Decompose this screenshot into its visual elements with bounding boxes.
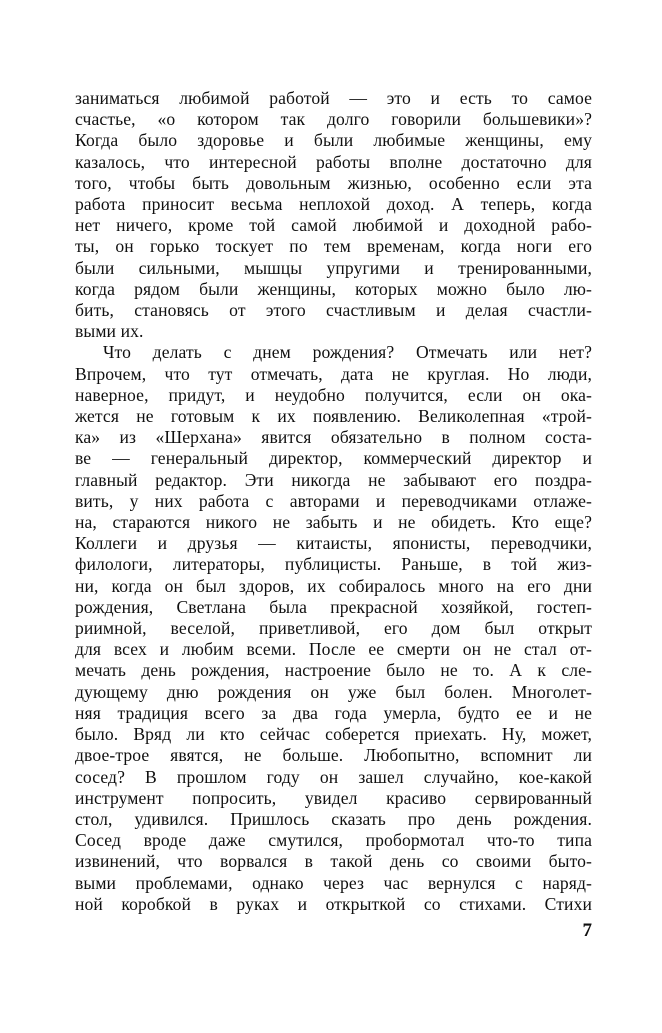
text-line: Сосед вроде даже смутился, пробормотал что-то типа xyxy=(75,830,592,851)
text-line: няя традиция всего за два года умерла, будто ее и не xyxy=(75,702,592,723)
text-block xyxy=(75,88,592,915)
text-line: главный редактор. Эти никогда не забывают его поздра- xyxy=(75,469,592,490)
text-line: на, стараются никого не забыть и не обидеть. Кто еще? xyxy=(75,512,592,533)
text-line: мечать день рождения, настроение было не то. А к сле- xyxy=(75,660,592,681)
text-line: наверное, придут, и неудобно получится, если он ока- xyxy=(75,384,592,405)
text-line: для всех и любим всеми. После ее смерти он не стал от- xyxy=(75,639,592,660)
text-line: риимной, веселой, приветливой, его дом был открыт xyxy=(75,618,592,639)
text-line: сосед? В прошлом году он зашел случайно, кое-какой xyxy=(75,766,592,787)
text-line: ни, когда он был здоров, их собиралось много на его дни xyxy=(75,575,592,596)
text-line: Впрочем, что тут отмечать, дата не круглая. Но люди, xyxy=(75,363,592,384)
text-line: казалось, что интересной работы вполне достаточно для xyxy=(75,151,592,172)
text-line: ка» из «Шерхана» явится обязательно в полном соста- xyxy=(75,427,592,448)
text-line: Что делать с днем рождения? Отмечать или нет? xyxy=(103,342,592,363)
text-line: ной коробкой в руках и открыткой со стихами. Стихи xyxy=(75,893,592,914)
text-line: ве — генеральный директор, коммерческий директор и xyxy=(75,448,592,469)
text-line: бить, становясь от этого счастливым и делая счастли- xyxy=(75,300,592,321)
text-line: вить, у них работа с авторами и переводчиками отлаже- xyxy=(75,490,592,511)
page-number: 7 xyxy=(582,920,592,941)
text-line: Коллеги и друзья — китаисты, японисты, переводчики, xyxy=(75,533,592,554)
text-line: когда рядом были женщины, которых можно было лю- xyxy=(75,278,592,299)
text-line: стол, удивился. Пришлось сказать про день рождения. xyxy=(75,808,592,829)
text-line: Когда было здоровье и были любимые женщины, ему xyxy=(75,130,592,151)
text-line: нет ничего, кроме той самой любимой и доходной рабо- xyxy=(75,215,592,236)
text-line: того, чтобы быть довольным жизнью, особенно если эта xyxy=(75,172,592,193)
text-line: жется не готовым к их появлению. Великолепная «трой- xyxy=(75,406,592,427)
text-line: филологи, литераторы, публицисты. Раньше, в той жиз- xyxy=(75,554,592,575)
text-line: работа приносит весьма неплохой доход. А теперь, когда xyxy=(75,194,592,215)
text-line: ты, он горько тоскует по тем временам, когда ноги его xyxy=(75,236,592,257)
text-line: счастье, «о котором так долго говорили большевики»? xyxy=(75,109,592,130)
text-line: выми их. xyxy=(75,321,144,342)
text-line: были сильными, мышцы упругими и тренированными, xyxy=(75,257,592,278)
text-line: было. Вряд ли кто сейчас соберется приехать. Ну, может, xyxy=(75,724,592,745)
text-line: выми проблемами, однако через час вернулся с наряд- xyxy=(75,872,592,893)
text-line: дующему дню рождения он уже был болен. Многолет- xyxy=(75,681,592,702)
text-line: инструмент попросить, увидел красиво сервированный xyxy=(75,787,592,808)
text-line: двое-трое явятся, не больше. Любопытно, вспомнит ли xyxy=(75,745,592,766)
text-line: извинений, что ворвался в такой день со своими быто- xyxy=(75,851,592,872)
text-line: рождения, Светлана была прекрасной хозяйкой, гостеп- xyxy=(75,596,592,617)
text-line: заниматься любимой работой — это и есть то самое xyxy=(75,88,592,108)
